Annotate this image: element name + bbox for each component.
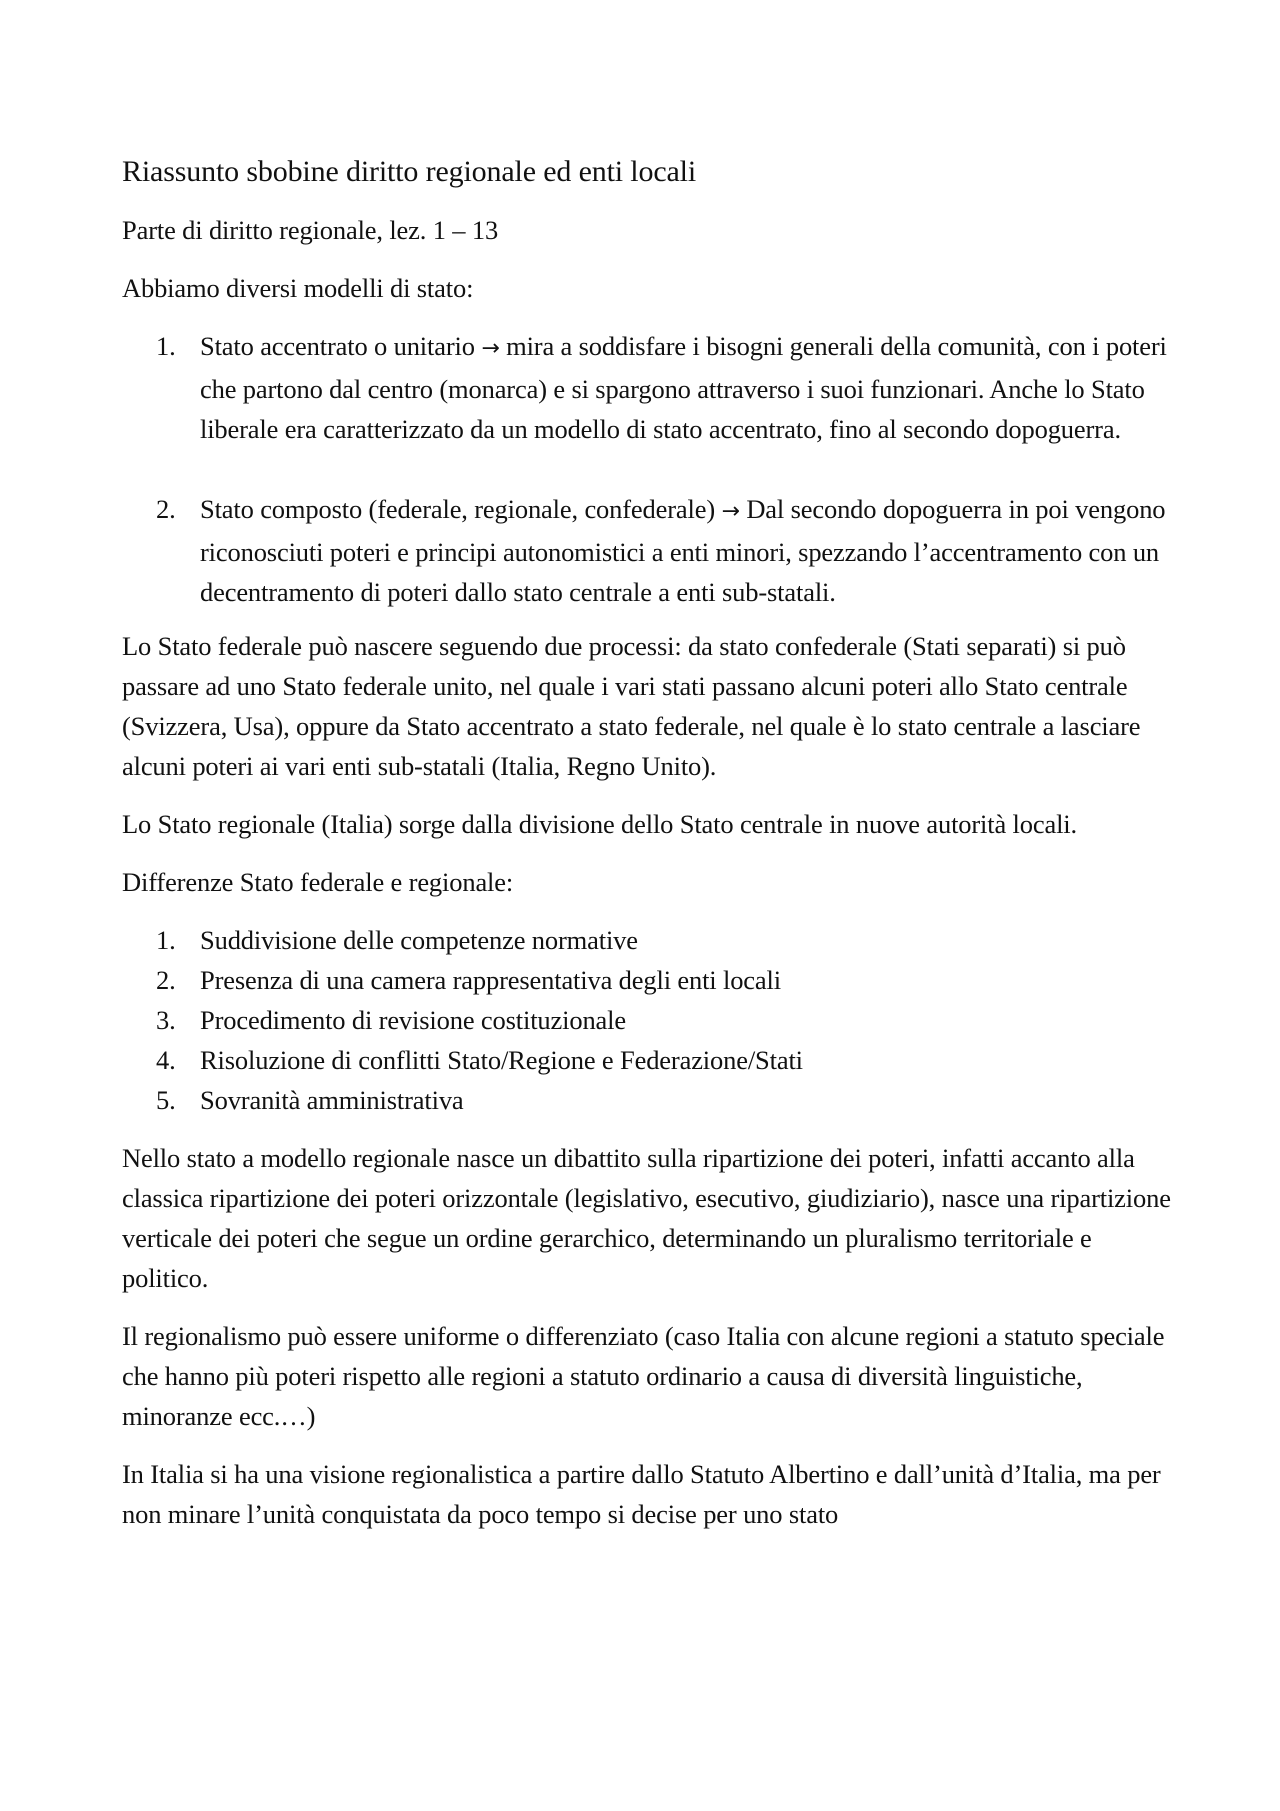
model-head: Stato accentrato o unitario — [200, 331, 475, 361]
paragraph-regionalism: Il regionalismo può essere uniforme o differenziato (caso Italia con alcune regioni a statuto speciale che hanno più poteri rispetto alle regioni a statuto ordinario a causa di diversità linguistiche, minoranze ecc.…) — [122, 1321, 1165, 1431]
list-item-model-2 — [122, 489, 1182, 612]
models-intro: Abbiamo diversi modelli di stato: — [122, 273, 474, 303]
list-item-difference — [122, 1040, 1182, 1080]
document-title: Riassunto sbobine diritto regionale ed enti locali — [122, 155, 697, 188]
list-number: 1. — [156, 331, 176, 361]
arrow-right-icon: → — [481, 336, 500, 361]
list-number: 4. — [156, 1045, 176, 1075]
paragraph-regional-state: Lo Stato regionale (Italia) sorge dalla divisione dello Stato centrale in nuove autorità locali. — [122, 809, 1077, 839]
difference-text: Presenza di una camera rappresentativa degli enti locali — [200, 965, 781, 995]
list-number: 5. — [156, 1085, 176, 1115]
list-item-difference — [122, 960, 1182, 1000]
model-body: mira a soddisfare i bisogni generali della comunità, con i poteri che partono dal centro (monarca) e si spargono attraverso i suoi funzionari. Anche lo Stato liberale era caratterizzato da un modello di stato accentrato, fino al secondo dopoguerra. — [200, 331, 1167, 444]
list-number: 2. — [156, 494, 176, 524]
model-body: Dal secondo dopoguerra in poi vengono riconosciuti poteri e principi autonomistici a enti minori, spezzando l’accentramento con un decentramento di poteri dallo stato centrale a enti sub-statali. — [200, 494, 1166, 607]
list-item-model-1 — [122, 326, 1182, 449]
document-page — [122, 152, 1182, 1552]
difference-text: Risoluzione di conflitti Stato/Regione e Federazione/Stati — [200, 1045, 803, 1075]
paragraph-separation-of-powers: Nello stato a modello regionale nasce un dibattito sulla ripartizione dei poteri, infatti accanto alla classica ripartizione dei poteri orizzontale (legislativo, esecutivo, giudiziario), nasce una ripartizione verticale dei poteri che segue un ordine gerarchico, determinando un pluralismo territoriale e politico. — [122, 1143, 1171, 1293]
document-subtitle: Parte di diritto regionale, lez. 1 – 13 — [122, 215, 499, 245]
list-item-difference — [122, 1080, 1182, 1120]
list-number: 2. — [156, 965, 176, 995]
paragraph-federal-state: Lo Stato federale può nascere seguendo due processi: da stato confederale (Stati separati) si può passare ad uno Stato federale unito, nel quale i vari stati passano alcuni poteri allo Stato centrale (Svizzera, Usa), oppure da Stato accentrato a stato federale, nel quale è lo stato centrale a lasciare alcuni poteri ai vari enti sub-statali (Italia, Regno Unito). — [122, 631, 1141, 781]
model-head: Stato composto (federale, regionale, confederale) — [200, 494, 716, 524]
differences-list — [122, 920, 1182, 1120]
list-number: 3. — [156, 1005, 176, 1035]
list-item-difference — [122, 1000, 1182, 1040]
paragraph-italy-history: In Italia si ha una visione regionalistica a partire dallo Statuto Albertino e dall’unità d’Italia, ma per non minare l’unità conquistata da poco tempo si decise per uno stato — [122, 1459, 1161, 1529]
difference-text: Suddivisione delle competenze normative — [200, 925, 638, 955]
state-models-list — [122, 326, 1182, 612]
difference-text: Procedimento di revisione costituzionale — [200, 1005, 626, 1035]
arrow-right-icon: → — [721, 499, 740, 524]
list-number: 1. — [156, 925, 176, 955]
difference-text: Sovranità amministrativa — [200, 1085, 464, 1115]
differences-intro: Differenze Stato federale e regionale: — [122, 867, 514, 897]
list-item-difference — [122, 920, 1182, 960]
